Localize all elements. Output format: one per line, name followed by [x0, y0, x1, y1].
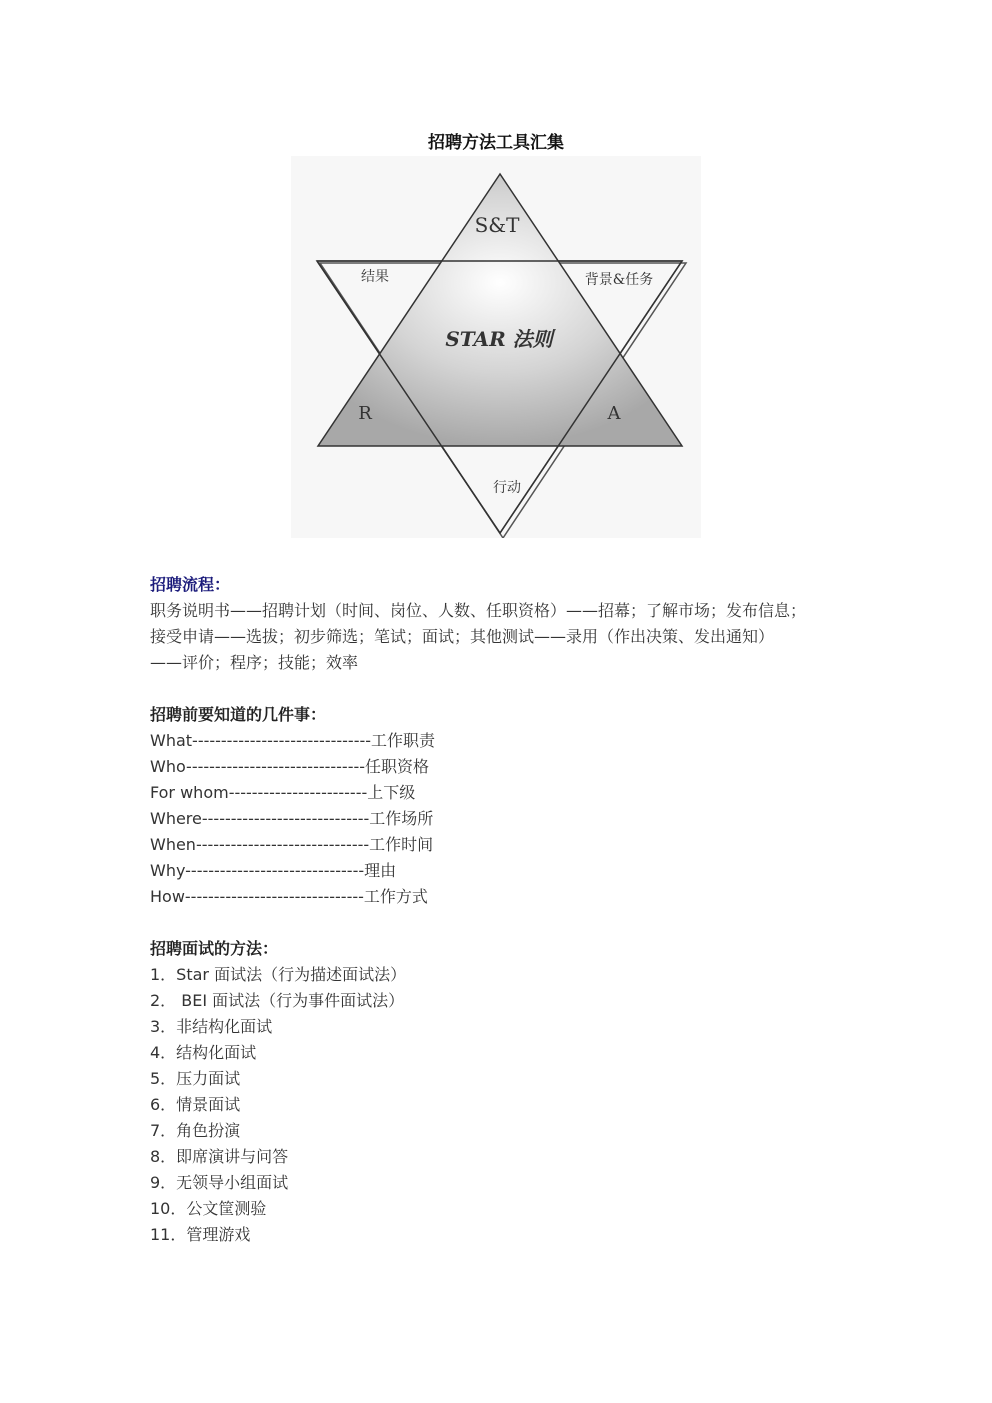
things-line: What-------------------------------工作职责: [150, 731, 436, 750]
things-section: [150, 702, 870, 910]
method-item: 5．压力面试: [150, 1069, 241, 1088]
label-result: 结果: [361, 269, 389, 285]
label-r: R: [358, 403, 372, 424]
page-title: 招聘方法工具汇集: [428, 133, 564, 153]
method-item: 1．Star 面试法（行为描述面试法）: [150, 965, 407, 984]
things-line: For whom------------------------上下级: [150, 783, 416, 802]
label-action: 行动: [493, 480, 521, 496]
label-a: A: [607, 403, 621, 424]
method-item: 7．角色扮演: [150, 1121, 241, 1140]
method-item: 4．结构化面试: [150, 1043, 257, 1062]
method-item: 10．公文筐测验: [150, 1199, 267, 1218]
label-star-rule: STAR 法则: [445, 327, 553, 351]
methods-section: [150, 936, 870, 1248]
things-line: How-------------------------------工作方式: [150, 887, 428, 906]
method-item: 11．管理游戏: [150, 1225, 251, 1244]
things-line: Where-----------------------------工作场所: [150, 809, 434, 828]
process-line: ——评价；程序；技能；效率: [150, 653, 359, 672]
process-section: [150, 572, 870, 676]
things-line: Who-------------------------------任职资格: [150, 757, 430, 776]
process-line: 职务说明书——招聘计划（时间、岗位、人数、任职资格）——招幕；了解市场；发布信息；: [150, 601, 807, 620]
label-st: S&T: [474, 213, 520, 237]
things-line: Why-------------------------------理由: [150, 861, 397, 880]
things-heading: 招聘前要知道的几件事：: [150, 705, 327, 724]
methods-heading: 招聘面试的方法：: [150, 939, 279, 958]
process-heading: 招聘流程：: [150, 575, 231, 594]
things-line: When------------------------------工作时间: [150, 835, 434, 854]
method-item: 2． BEI 面试法（行为事件面试法）: [150, 991, 405, 1010]
method-item: 3．非结构化面试: [150, 1017, 273, 1036]
method-item: 8．即席演讲与问答: [150, 1147, 289, 1166]
method-item: 9．无领导小组面试: [150, 1173, 289, 1192]
method-item: 6．情景面试: [150, 1095, 241, 1114]
star-diagram-svg: [291, 156, 701, 538]
star-diagram: [291, 156, 701, 538]
label-background-task: 背景&任务: [584, 272, 654, 288]
process-line: 接受申请——选拔；初步筛选；笔试；面试；其他测试——录用（作出决策、发出通知）: [150, 627, 775, 646]
